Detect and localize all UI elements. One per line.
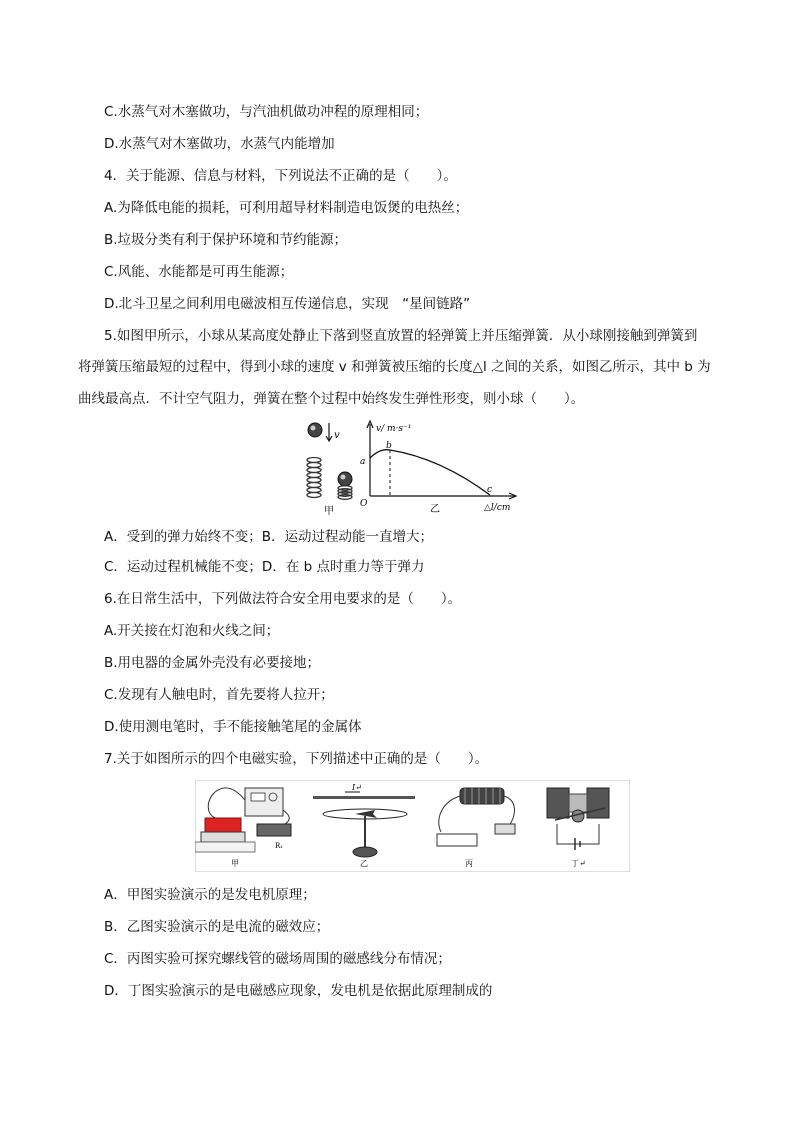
q5-figure [300,418,530,518]
experiment-bing [437,788,515,868]
q5-stem-line-3: 曲线最高点．不计空气阻力，弹簧在整个过程中始终发生弹性形变，则小球（ ）。 [78,391,585,407]
q4-stem: 4．关于能源、信息与材料，下列说法不正确的是（ ）。 [104,168,457,184]
q4-option-a: A.为降低电能的损耗，可利用超导材料制造电饭煲的电热丝； [104,200,469,216]
spring-setup-jia [307,423,352,517]
rheostat [257,824,291,836]
power-meter [245,788,283,816]
straight-wire [313,796,415,799]
falling-ball [308,423,322,437]
q7-option-a: A．甲图实验演示的是发电机原理； [104,887,316,903]
q4-option-c: C.风能、水能都是可再生能源； [104,264,294,280]
ball-on-spring [338,472,352,486]
red-magnet [205,818,241,832]
q5-options-cd: C．运动过程机械能不变；D．在 b 点时重力等于弹力 [104,559,425,575]
experiment-yi [313,783,415,868]
x-axis-label: △l/cm [484,503,511,513]
q7-option-c: C．丙图实验可探究螺线管的磁场周围的磁感线分布情况； [104,951,451,967]
velocity-graph-yi [360,421,516,515]
point-c-label: c [487,485,493,495]
q6-option-c: C.发现有人触电时，首先要将人拉开； [104,687,334,703]
label-jia: 甲 [324,506,334,517]
spring-compressed [338,486,352,500]
q5-stem-line-1: 5.如图甲所示，小球从某高度处静止下落到竖直放置的轻弹簧上并压缩弹簧．从小球刚接触到弹簧到 [104,328,698,344]
q5-stem-line-2: 将弹簧压缩最短的过程中，得到小球的速度 v 和弹簧被压缩的长度△l 之间的关系，如图乙所示，其中 b 为 [78,359,711,375]
label-yi: 乙 [360,859,368,868]
experiment-ding [547,788,609,868]
q6-stem: 6.在日常生活中，下列做法符合安全用电要求的是（ ）。 [104,591,462,607]
current-label: I↵ [352,783,362,792]
magnet-block [547,788,569,818]
q3-option-c: C.水蒸气对木塞做功，与汽油机做功冲程的原理相同； [104,104,429,120]
r-label: R₁ [275,842,284,850]
solenoid [460,788,504,804]
q7-option-d: D．丁图实验演示的是电磁感应现象，发电机是依据此原理制成的 [104,983,493,999]
label-yi: 乙 [430,504,440,515]
switch [495,824,515,834]
y-axis-label: v/ m·s⁻¹ [376,424,412,434]
battery-box [437,834,477,846]
q7-stem: 7.关于如图所示的四个电磁实验，下列描述中正确的是（ ）。 [104,751,489,767]
q7-option-b: B．乙图实验演示的是电流的磁效应； [104,919,330,935]
velocity-curve [370,450,493,495]
label-jia: 甲 [231,859,239,868]
q6-option-a: A.开关接在灯泡和火线之间； [104,623,280,639]
q5-options-ab: A．受到的弹力始终不变；B．运动过程动能一直增大； [104,529,433,545]
point-b-label: b [386,441,392,451]
q3-option-d: D.水蒸气对木塞做功，水蒸气内能增加 [104,136,335,152]
q7-figure [195,780,630,872]
label-ding: 丁↵ [571,859,586,868]
q4-option-d: D.北斗卫星之间利用电磁波相互传递信息，实现 “星间链路” [104,296,471,312]
velocity-label: v [334,430,340,441]
experiment-jia [195,788,291,868]
q6-option-b: B.用电器的金属外壳没有必要接地； [104,655,321,671]
spring-left [307,458,321,498]
q6-option-d: D.使用测电笔时，手不能接触笔尾的金属体 [104,719,362,735]
point-a-label: a [360,457,366,467]
q4-option-b: B.垃圾分类有利于保护环境和节约能源； [104,232,348,248]
label-bing: 丙 [465,859,473,868]
origin-label: O [360,499,368,509]
